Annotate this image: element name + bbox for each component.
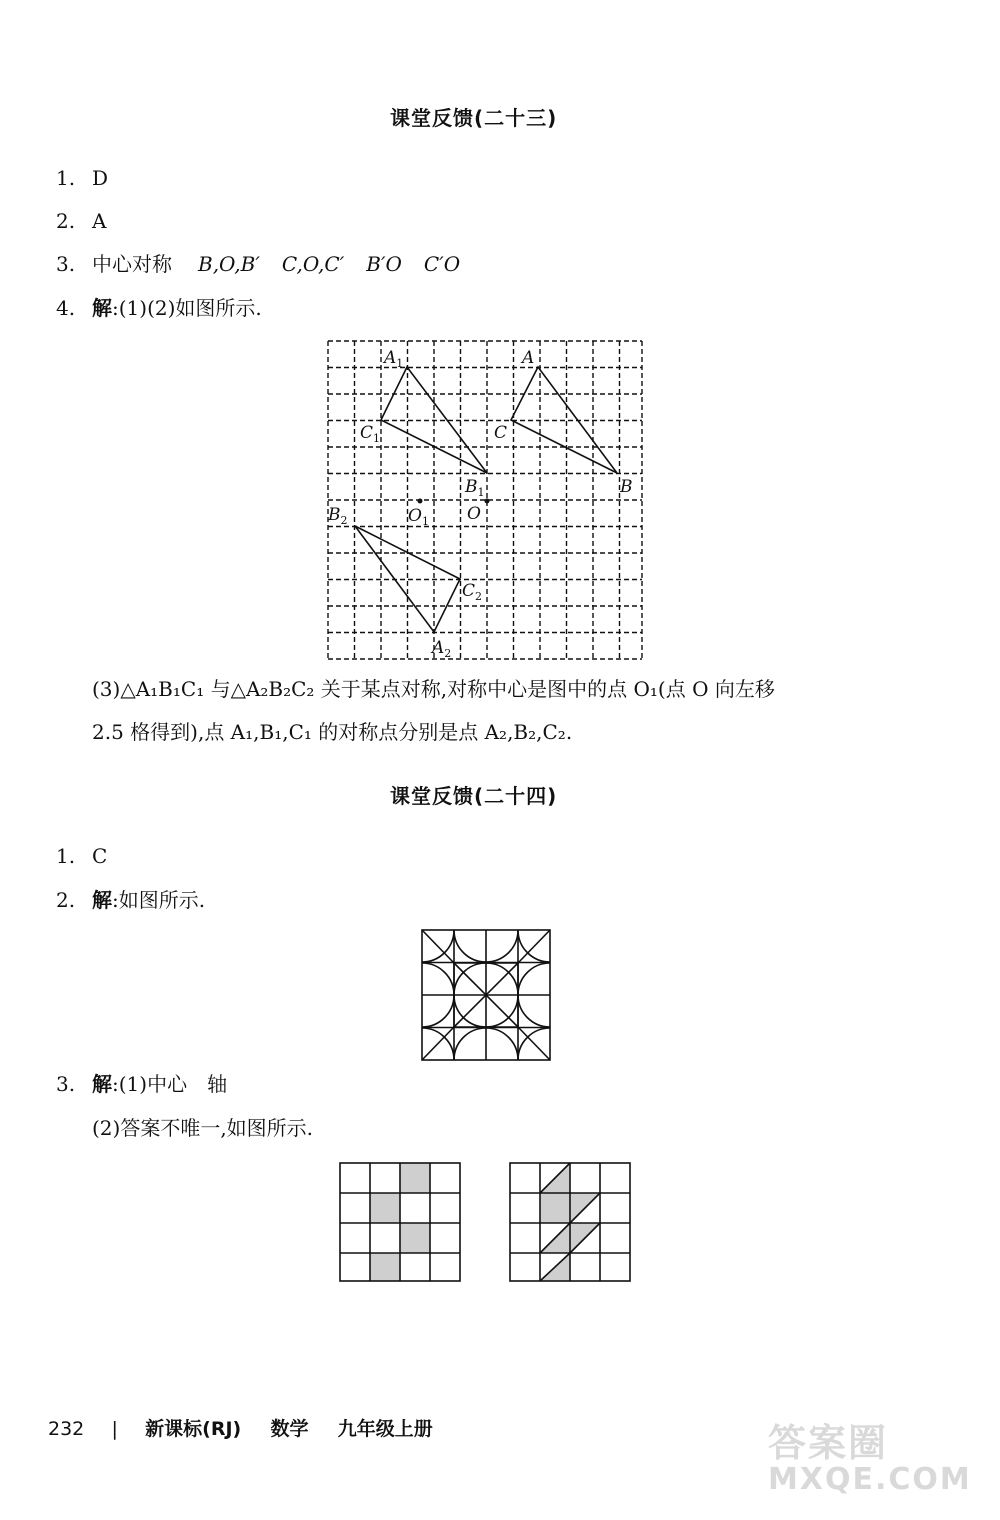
solution-label: 解 bbox=[92, 888, 112, 912]
answer-line-3 bbox=[56, 250, 460, 278]
page-footer bbox=[48, 1414, 433, 1441]
footer-subject: 数学 bbox=[270, 1418, 309, 1440]
watermark-stamp: 答案圈 bbox=[768, 1421, 889, 1465]
footer-grade: 九年级上册 bbox=[337, 1418, 433, 1440]
item-number: 2. bbox=[56, 209, 76, 233]
label-o1: $O_1$ bbox=[408, 506, 429, 528]
answer-value: D bbox=[92, 166, 109, 190]
solution-text: :(1)(2)如图所示. bbox=[112, 296, 262, 320]
label-b2: $B_2$ bbox=[328, 505, 348, 527]
answer-line-2 bbox=[56, 207, 106, 235]
section-title-23: 课堂反馈(二十三) bbox=[390, 106, 558, 130]
label-c: C bbox=[494, 423, 508, 443]
shaded-grid-figure-left bbox=[338, 1160, 464, 1284]
shaded-grid-figure-right bbox=[508, 1160, 634, 1284]
label-c1: $C_1$ bbox=[360, 423, 381, 445]
item-number: 4. bbox=[56, 296, 76, 320]
label-b1: $B_1$ bbox=[465, 477, 485, 499]
solution-text: :(1)中心 轴 bbox=[112, 1072, 228, 1096]
answer-line-1 bbox=[56, 164, 108, 192]
answer-line-s2-2 bbox=[56, 886, 205, 914]
footer-separator: | bbox=[111, 1418, 118, 1440]
solution-label: 解 bbox=[92, 1072, 112, 1096]
arc-pattern-figure bbox=[420, 928, 552, 1062]
answer-segment-1: B′O bbox=[366, 252, 402, 276]
answer-text: 中心对称 bbox=[92, 252, 172, 276]
item-number: 3. bbox=[56, 1072, 76, 1096]
point-o bbox=[485, 499, 490, 504]
answer-points-2: C,O,C′ bbox=[281, 252, 345, 276]
label-c2: $C_2$ bbox=[462, 581, 483, 603]
part3-line-1: (3)△A₁B₁C₁ 与△A₂B₂C₂ 关于某点对称,对称中心是图中的点 O₁(点 O 向左移 bbox=[92, 677, 775, 701]
watermark-site: MXQE.COM bbox=[768, 1462, 972, 1497]
item-number: 3. bbox=[56, 252, 76, 276]
answer-line-s2-3-part2: (2)答案不唯一,如图所示. bbox=[92, 1116, 314, 1140]
solution-text: :如图所示. bbox=[112, 888, 206, 912]
label-a2: $A_2$ bbox=[432, 638, 452, 660]
answer-value: C bbox=[92, 844, 108, 868]
section-title-24: 课堂反馈(二十四) bbox=[390, 784, 558, 808]
label-a1: $A_1$ bbox=[384, 348, 404, 370]
footer-series: 新课标(RJ) bbox=[145, 1418, 242, 1440]
label-a: A bbox=[522, 348, 535, 368]
symmetry-grid-figure bbox=[320, 335, 650, 670]
answer-line-4 bbox=[56, 294, 262, 322]
item-number: 1. bbox=[56, 844, 76, 868]
answer-line-s2-1 bbox=[56, 842, 107, 870]
point-o1 bbox=[418, 499, 423, 504]
item-number: 2. bbox=[56, 888, 76, 912]
answer-segment-2: C′O bbox=[423, 252, 461, 276]
solution-label: 解 bbox=[92, 296, 112, 320]
answer-points-1: B,O,B′ bbox=[198, 252, 260, 276]
label-b: B bbox=[620, 477, 633, 497]
page-number: 232 bbox=[48, 1418, 85, 1440]
label-o: O bbox=[467, 504, 481, 524]
answer-line-s2-3 bbox=[56, 1070, 227, 1098]
part3-line-2: 2.5 格得到),点 A₁,B₁,C₁ 的对称点分别是点 A₂,B₂,C₂. bbox=[92, 720, 573, 744]
answer-value: A bbox=[92, 209, 107, 233]
item-number: 1. bbox=[56, 166, 76, 190]
